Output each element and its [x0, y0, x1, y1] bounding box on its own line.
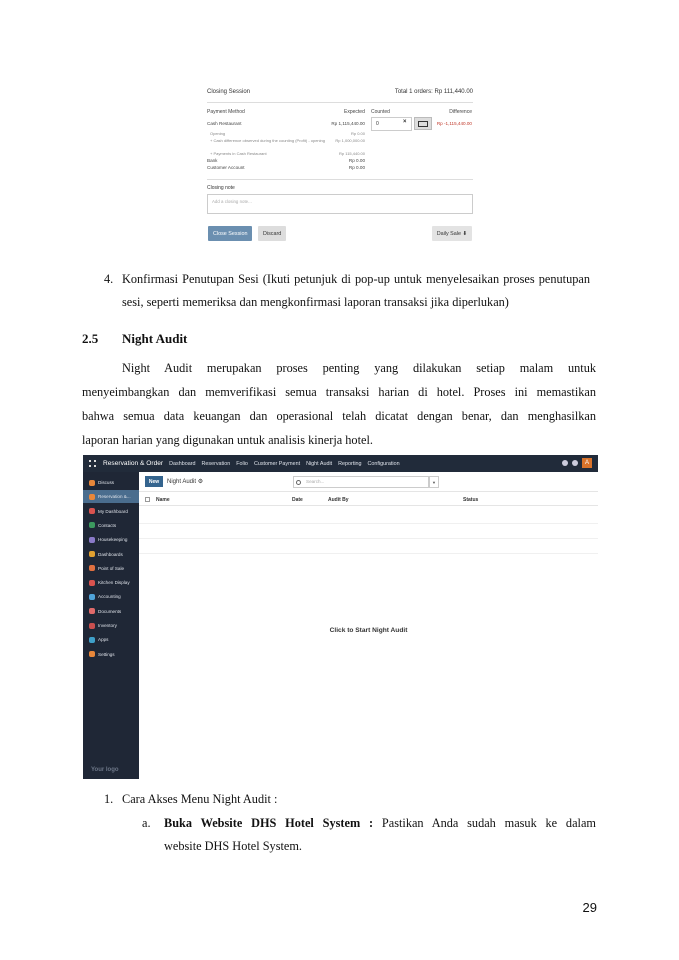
sidebar-item-label: Inventory: [98, 623, 117, 628]
cash-expected: Rp 1,115,440.00: [331, 121, 365, 126]
settings-icon: [89, 651, 95, 657]
menu-reservation[interactable]: Reservation: [201, 460, 231, 467]
menu-night-audit[interactable]: Night Audit: [306, 460, 333, 467]
sidebar-item-my-dashboard[interactable]: [83, 505, 139, 518]
control-panel: [139, 472, 598, 492]
sub-list-text: website DHS Hotel System.: [164, 839, 302, 853]
sidebar-item-accounting[interactable]: [83, 590, 139, 603]
closing-title: Closing Session: [207, 89, 251, 95]
paragraph-line: laporan harian yang digunakan untuk analisis kinerja hotel.: [82, 433, 373, 447]
difference-note-value: Rp 1,000,000.00: [335, 138, 365, 143]
page-number: 29: [582, 900, 597, 915]
discuss-icon: [89, 480, 95, 486]
opening-value: Rp 0.00: [350, 131, 365, 136]
col-difference: Difference: [449, 109, 472, 115]
avatar[interactable]: A: [582, 458, 592, 468]
sidebar-item-label: Contacts: [98, 522, 117, 528]
section-number: 2.5: [82, 331, 99, 346]
sidebar-item-kitchen-display[interactable]: [83, 576, 139, 589]
col-audit-by[interactable]: Audit By: [328, 497, 349, 503]
difference-note-label: + Cash difference observed during the counting (Profit) - opening: [210, 138, 325, 143]
col-name[interactable]: Name: [156, 497, 170, 503]
paragraph-line: menyeimbangkan dan memverifikasi semua transaksi harian di hotel. Proses ini memastikan: [82, 385, 596, 399]
menu-customer-payment[interactable]: Customer Payment: [253, 460, 301, 467]
table-row: [139, 523, 598, 524]
apps-icon: [89, 637, 95, 643]
clear-icon[interactable]: ×: [403, 119, 407, 125]
housekeeping-icon: [89, 537, 95, 543]
table-row: [139, 538, 598, 539]
navbar-right: [562, 458, 592, 468]
closing-session-dialog: [202, 84, 478, 246]
customer-account-label: Customer Account: [207, 165, 245, 170]
page-title: Night Audit: [167, 479, 197, 485]
select-all-checkbox[interactable]: [145, 497, 150, 502]
customer-account-value: Rp 0.00: [348, 165, 365, 170]
list-item-text: Cara Akses Menu Night Audit :: [122, 792, 278, 806]
documents-icon: [89, 608, 95, 614]
breadcrumb: [167, 478, 203, 485]
sub-list-text: [164, 811, 596, 835]
apps-grid-icon[interactable]: [89, 460, 96, 467]
clock-icon[interactable]: [572, 460, 578, 466]
divider: [207, 102, 473, 103]
bank-label: Bank: [207, 158, 218, 163]
app-name: Reservation & Order: [103, 460, 164, 467]
search-dropdown-toggle[interactable]: ▼: [429, 476, 439, 488]
list-number: 1.: [104, 792, 114, 806]
sidebar-item-settings[interactable]: [83, 648, 139, 661]
sub-list-letter: a.: [142, 816, 151, 830]
list-number: 4.: [104, 272, 114, 286]
kitchen-display-icon: [89, 580, 95, 586]
paragraph-line: bahwa semua data keuangan dan operasional telah dicatat dengan benar, dan menghasilkan: [82, 409, 596, 423]
sidebar-item-label: Housekeeping: [98, 537, 128, 543]
payments-value: Rp 115,440.00: [339, 151, 365, 156]
col-expected: Expected: [344, 109, 365, 115]
inventory-icon: [89, 623, 95, 629]
paragraph-line: Night Audit merupakan proses penting yang dilakukan setiap malam untuk: [122, 361, 596, 375]
point-of-sale-icon: [89, 565, 95, 571]
sub-list-rest: Pastikan Anda sudah masuk ke dalam: [373, 816, 596, 830]
money-icon: [418, 121, 428, 127]
sidebar-item-discuss[interactable]: [83, 476, 139, 489]
list-item-text: Konfirmasi Penutupan Sesi (Ikuti petunjuk di pop-up untuk menyelesaikan proses penutupan: [122, 272, 590, 286]
section-title: Night Audit: [122, 331, 188, 346]
counted-input[interactable]: 0: [371, 117, 412, 131]
closing-header: [207, 89, 473, 103]
menu-folio[interactable]: Folio: [236, 460, 248, 467]
empty-state-message[interactable]: Click to Start Night Audit: [329, 627, 408, 634]
search-input[interactable]: Search...: [293, 476, 429, 488]
table-header: [139, 493, 598, 506]
search-icon: [296, 480, 301, 485]
cash-difference: Rp -1,115,440.00: [436, 121, 472, 126]
close-session-button[interactable]: Close Session: [208, 226, 252, 241]
sidebar-logo: Your logo: [91, 767, 119, 773]
menu-reporting[interactable]: Reporting: [338, 460, 362, 467]
sidebar-item-label: Documents: [98, 608, 122, 614]
sidebar-item-label: Apps: [98, 637, 109, 643]
sidebar-item-label: Point of Sale: [98, 565, 125, 571]
list-item-text: sesi, seperti memeriksa dan mengkonfirmasi laporan transaksi jika diperlukan): [122, 295, 509, 309]
chat-icon[interactable]: [562, 460, 568, 466]
sidebar-item-label: Dashboards: [98, 551, 123, 557]
contacts-icon: [89, 522, 95, 528]
closing-note-label: Closing note: [207, 185, 235, 191]
sidebar-item-housekeeping[interactable]: [83, 533, 139, 546]
sidebar-item-label: Reservation &...: [98, 494, 131, 500]
col-status[interactable]: Status: [463, 497, 479, 503]
discard-button[interactable]: Discard: [258, 226, 286, 241]
col-payment-method: Payment Method: [207, 109, 245, 115]
sidebar: [83, 472, 139, 779]
sidebar-item-documents[interactable]: [83, 605, 139, 618]
payments-label: + Payments in Cash Restaurant: [210, 151, 267, 156]
col-counted: Counted: [371, 109, 390, 115]
gear-icon[interactable]: ⚙: [197, 479, 204, 485]
cash-count-button[interactable]: [414, 117, 432, 130]
night-audit-screenshot: [83, 455, 598, 779]
bank-value: Rp 0.00: [348, 158, 365, 163]
sidebar-item-label: Settings: [98, 651, 115, 657]
sub-list-bold: Buka Website DHS Hotel System :: [164, 816, 374, 830]
sidebar-item-apps[interactable]: [83, 633, 139, 646]
sidebar-item-label: My Dashboard: [98, 508, 128, 514]
sidebar-item-inventory[interactable]: [83, 619, 139, 632]
sidebar-item-contacts[interactable]: [83, 519, 139, 532]
sidebar-item-label: Discuss: [98, 480, 115, 485]
top-navbar: [83, 455, 598, 472]
daily-sale-button[interactable]: Daily Sale ⬇: [432, 226, 472, 241]
dashboards-icon: [89, 551, 95, 557]
sidebar-item-reservation[interactable]: [83, 490, 139, 503]
closing-note-input[interactable]: Add a closing note...: [207, 194, 473, 214]
divider: [207, 179, 473, 180]
closing-total: Total 1 orders: Rp 111,440.00: [394, 89, 473, 95]
sidebar-item-label: Kitchen Display: [98, 580, 130, 586]
new-button[interactable]: New: [145, 476, 163, 487]
sidebar-item-label: Accounting: [98, 594, 121, 600]
my-dashboard-icon: [89, 508, 95, 514]
cash-label: Cash Restaurant: [207, 121, 242, 126]
opening-label: Opening: [210, 131, 226, 136]
accounting-icon: [89, 594, 95, 600]
sidebar-item-dashboards[interactable]: [83, 548, 139, 561]
table-row: [139, 553, 598, 554]
menu-configuration[interactable]: Configuration: [367, 460, 400, 467]
menu-dashboard[interactable]: Dashboard: [169, 460, 196, 467]
col-date[interactable]: Date: [292, 497, 303, 503]
reservation-icon: [89, 494, 95, 500]
sidebar-item-point-of-sale[interactable]: [83, 562, 139, 575]
